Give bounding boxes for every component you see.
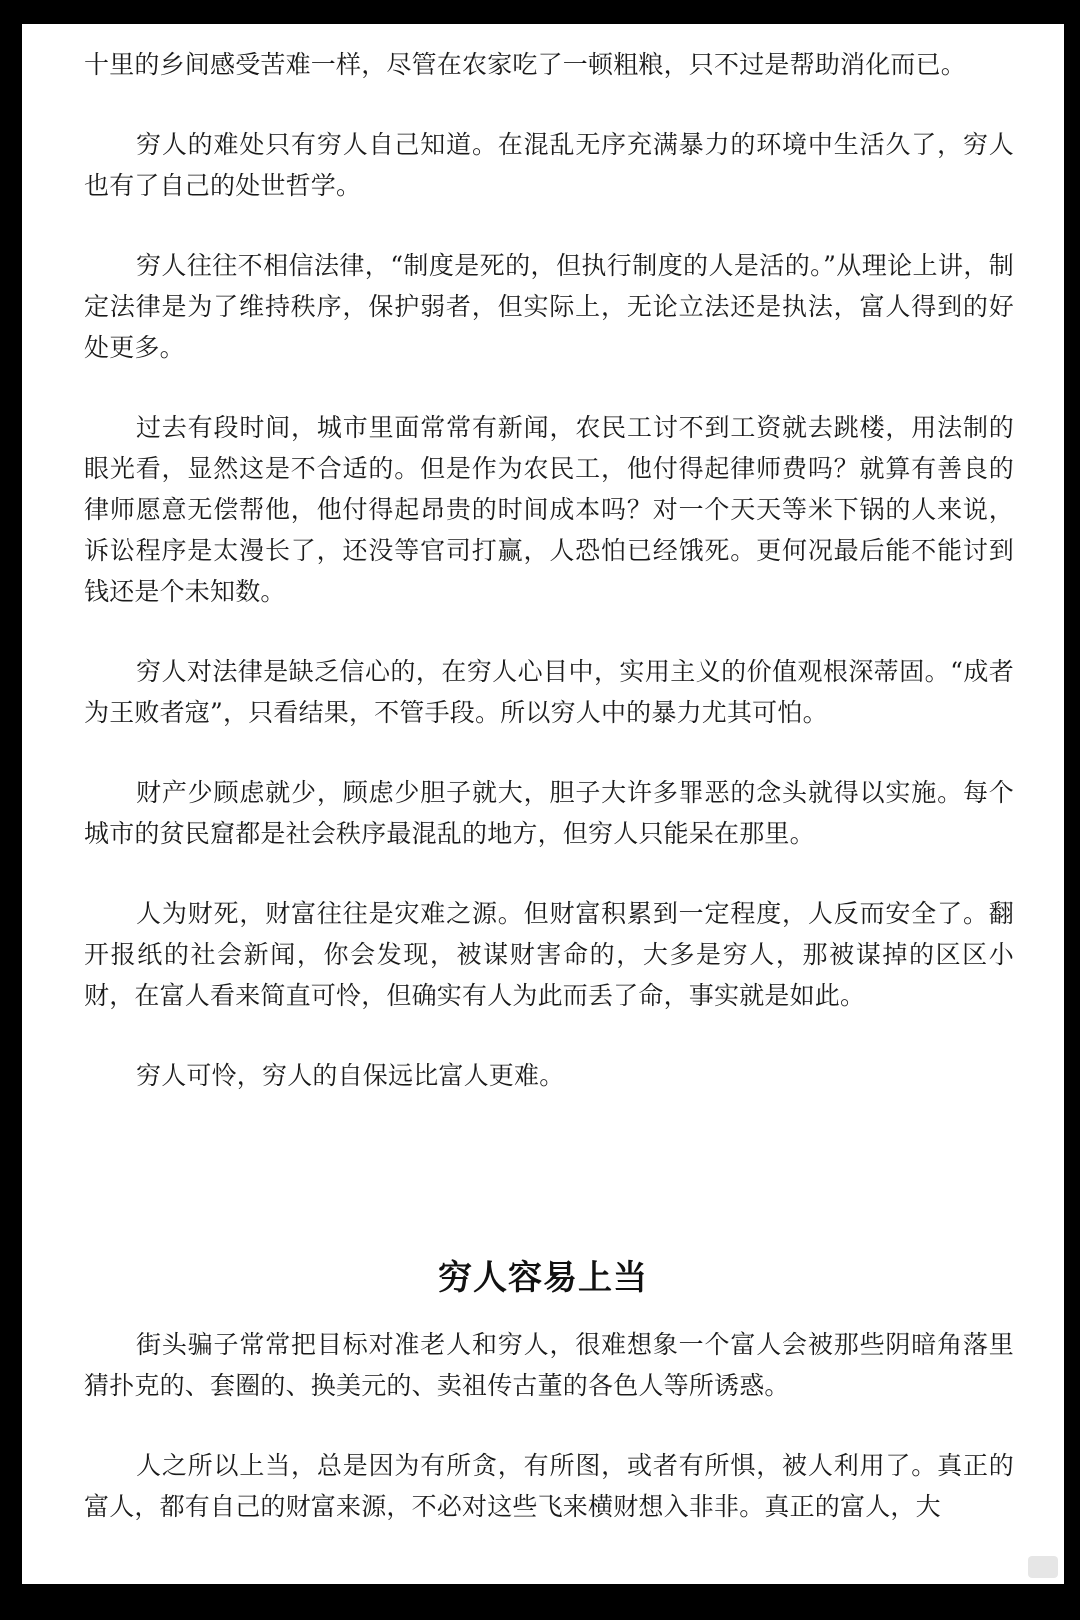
body-text-upper — [84, 44, 1014, 1096]
paragraph: 穷人的难处只有穷人自己知道。在混乱无序充满暴力的环境中生活久了，穷人也有了自己的处世哲学。 — [84, 130, 1014, 200]
body-text-lower — [84, 1324, 1014, 1527]
watermark-badge — [1028, 1556, 1058, 1578]
paragraph: 街头骗子常常把目标对准老人和穷人，很难想象一个富人会被那些阴暗角落里猜扑克的、套圈的、换美元的、卖祖传古董的各色人等所诱惑。 — [84, 1330, 1014, 1400]
paragraph: 穷人对法律是缺乏信心的，在穷人心目中，实用主义的价值观根深蒂固。“成者为王败者寇”，只看结果，不管手段。所以穷人中的暴力尤其可怕。 — [84, 657, 1014, 727]
paragraph: 财产少顾虑就少，顾虑少胆子就大，胆子大许多罪恶的念头就得以实施。每个城市的贫民窟都是社会秩序最混乱的地方，但穷人只能呆在那里。 — [84, 778, 1014, 848]
paragraph: 过去有段时间，城市里面常常有新闻，农民工讨不到工资就去跳楼，用法制的眼光看，显然这是不合适的。但是作为农民工，他付得起律师费吗？就算有善良的律师愿意无偿帮他，他付得起昂贵的时间成本吗？对一个天天等米下锅的人来说，诉讼程序是太漫长了，还没等官司打赢，人恐怕已经饿死。更何况最后能不能讨到钱还是个未知数。 — [84, 413, 1014, 606]
paragraph: 人之所以上当，总是因为有所贪，有所图，或者有所惧，被人利用了。真正的富人，都有自己的财富来源，不必对这些飞来横财想入非非。真正的富人，大 — [84, 1451, 1014, 1521]
paragraph: 穷人可怜，穷人的自保远比富人更难。 — [136, 1061, 565, 1090]
paragraph: 人为财死，财富往往是灾难之源。但财富积累到一定程度，人反而安全了。翻开报纸的社会新闻，你会发现，被谋财害命的，大多是穷人，那被谋掉的区区小财，在富人看来简直可怜，但确实有人为此而丢了命，事实就是如此。 — [84, 899, 1014, 1010]
paragraph: 十里的乡间感受苦难一样，尽管在农家吃了一顿粗粮，只不过是帮助消化而已。 — [84, 50, 967, 79]
page — [22, 24, 1064, 1584]
section-title: 穷人容易上当 — [438, 1258, 648, 1298]
paragraph: 穷人往往不相信法律，“制度是死的，但执行制度的人是活的。”从理论上讲，制定法律是为了维持秩序，保护弱者，但实际上，无论立法还是执法，富人得到的好处更多。 — [84, 251, 1014, 362]
